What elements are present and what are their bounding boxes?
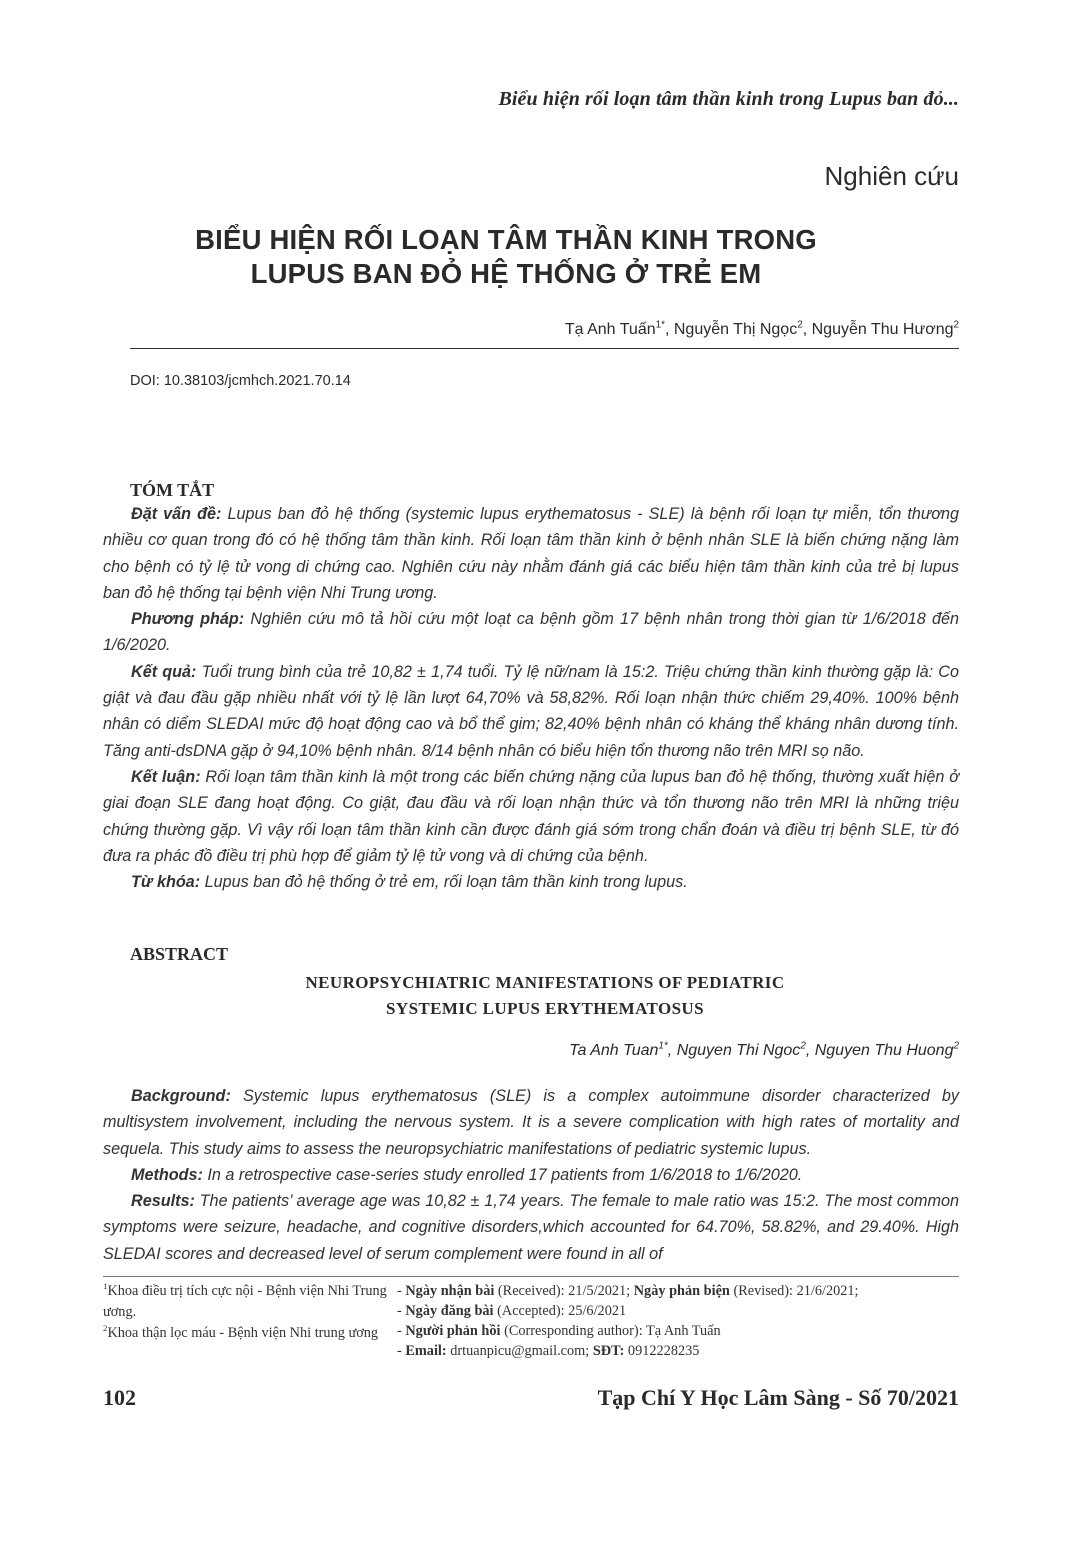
journal-name: Tạp Chí Y Học Lâm Sàng - Số 70/2021 <box>597 1385 959 1410</box>
footnote-line <box>397 1301 962 1321</box>
authors-english <box>569 1042 959 1060</box>
article-title <box>130 223 882 291</box>
author-affiliation-mark: 2 <box>953 1040 959 1052</box>
affiliation-text: Khoa thận lọc máu - Bệnh viện Nhi trung ương <box>107 1325 379 1341</box>
abstract-paragraph <box>103 869 959 895</box>
author-separator: , <box>664 321 674 338</box>
running-head: Biểu hiện rối loạn tâm thần kinh trong Lupus ban đỏ... <box>498 88 959 110</box>
author-affiliation-mark: 2 <box>800 1040 806 1052</box>
author-name: Nguyễn Thu Hương <box>811 321 954 338</box>
abstract-paragraph <box>103 1083 959 1162</box>
affiliation-item <box>103 1281 393 1323</box>
paragraph-text: Systemic lupus erythematosus (SLE) is a complex autoimmune disorder characterized by multisystem involvement, including the nervous system. It is a severe complication with high rates of mortality and sequela. This study aims to assess the neuropsychiatric manifestations of pediatric systemic lupus. <box>103 1087 959 1158</box>
section-label: Nghiên cứu <box>824 161 959 191</box>
title-line-2: LUPUS BAN ĐỎ HỆ THỐNG Ở TRẺ EM <box>250 258 762 289</box>
paragraph-label: Kết luận: <box>131 767 201 786</box>
affiliations-footnote <box>103 1281 393 1344</box>
paragraph-label: Background: <box>131 1087 231 1105</box>
footnote-line <box>397 1281 962 1301</box>
paragraph-text: Lupus ban đỏ hệ thống (systemic lupus erythematosus - SLE) là bệnh rối loạn tự miễn, tổn thương nhiều cơ quan trong đó có hệ thống tâm thần kinh. Rối loạn tâm thần kinh ở bệnh nhân SLE là biến chứng nặng làm cho bệnh có tỷ lệ tử vong di chứng cao. Nghiên cứu này nhằm đánh giá các biểu hiện tâm thần kinh của trẻ bị lupus ban đỏ hệ thống tại bệnh viện Nhi Trung ương. <box>103 505 959 602</box>
author-affiliation-mark: 1* <box>658 1040 668 1052</box>
author-name: Nguyen Thu Huong <box>814 1042 954 1059</box>
bullet-dash: - <box>397 1303 406 1319</box>
affiliation-text: Khoa điều trị tích cực nội - Bệnh viện Nhi Trung ương. <box>103 1283 387 1320</box>
bullet-dash: - <box>397 1343 406 1359</box>
phone-number: 0912228235 <box>624 1343 700 1359</box>
corresponding-label: Người phản hồi <box>405 1323 501 1339</box>
footnote-line <box>397 1321 962 1341</box>
abstract-paragraph <box>103 659 959 764</box>
abstract-paragraph <box>103 501 959 606</box>
abstract-vi-body <box>103 501 959 895</box>
author-affiliation-mark: 2 <box>797 319 803 331</box>
corresponding-author: (Corresponding author): Tạ Anh Tuấn <box>500 1323 721 1339</box>
revised-date: (Revised): 21/6/2021; <box>729 1283 859 1299</box>
paragraph-label: Phương pháp: <box>131 610 245 629</box>
accepted-date: (Accepted): 25/6/2021 <box>493 1303 627 1319</box>
revised-label: Ngày phản biện <box>633 1283 730 1299</box>
affiliation-mark: 2 <box>103 1323 108 1334</box>
author-name: Nguyễn Thị Ngọc <box>673 321 798 338</box>
author-affiliation-mark: 1* <box>655 319 665 331</box>
author-name: Tạ Anh Tuấn <box>564 321 656 338</box>
abstract-paragraph <box>103 606 959 659</box>
english-title-line-2: SYSTEMIC LUPUS ERYTHEMATOSUS <box>386 999 704 1018</box>
received-label: Ngày nhận bài <box>405 1283 495 1299</box>
paragraph-text: Rối loạn tâm thần kinh là một trong các biến chứng nặng của lupus ban đỏ hệ thống, thường xuất hiện ở giai đoạn SLE đang hoạt động. Co giật, đau đầu và rối loạn nhận thức và tổn thương não trên MRI là những triệu chứng thường gặp. Vì vậy rối loạn tâm thần kinh cần được đánh giá sớm trong chẩn đoán và điều trị bệnh SLE, từ đó đưa ra phác đồ điều trị phù hợp để giảm tỷ lệ tử vong và di chứng của bệnh. <box>103 767 960 865</box>
paragraph-text: Tuổi trung bình của trẻ 10,82 ± 1,74 tuổi. Tỷ lệ nữ/nam là 15:2. Triệu chứng thần kinh thường gặp là: Co giật và đau đầu gặp nhiều nhất với tỷ lệ lần lượt 64,70% và 58,82%. Rối loạn nhận thức chiếm 29,40%. 100% bệnh nhân có diểm SLEDAI mức độ hoạt động cao và bổ thể gim; 82,40% bệnh nhân có kháng thể kháng nhân dương tính. Tăng anti-dsDNA gặp ở 94,10% bệnh nhân. 8/14 bệnh nhân có biểu hiện tổn thương não trên MRI sọ não. <box>103 662 959 760</box>
received-date: (Received): 21/5/2021; <box>494 1283 634 1299</box>
phone-label: SĐT: <box>592 1343 625 1359</box>
author-affiliation-mark: 2 <box>953 319 959 331</box>
affiliation-item <box>103 1323 393 1344</box>
footnote-line <box>397 1341 962 1361</box>
author-name: Ta Anh Tuan <box>569 1042 659 1059</box>
paragraph-text: The patients’ average age was 10,82 ± 1,74 years. The female to male ratio was 15:2. The most common symptoms were seizure, headache, and cognitive disorders,which accounted for 64.70%, 58.82%, and 29.40%. High SLEDAI scores and decreased level of serum complement were found in all of <box>103 1192 959 1263</box>
paragraph-label: Methods: <box>131 1165 203 1184</box>
abstract-paragraph <box>103 1188 959 1267</box>
page-number: 102 <box>103 1385 136 1410</box>
paragraph-label: Results: <box>131 1192 195 1211</box>
abstract-paragraph <box>103 1162 959 1188</box>
paragraph-text: Nghiên cứu mô tả hồi cứu một loạt ca bệnh gồm 17 bệnh nhân trong thời gian từ 1/6/2018 đến 1/6/2020. <box>103 610 959 655</box>
footnote-divider <box>103 1276 959 1277</box>
authors-divider <box>130 348 959 349</box>
author-separator: , <box>805 1042 815 1059</box>
paragraph-text: In a retrospective case-series study enrolled 17 patients from 1/6/2018 to 1/6/2020. <box>202 1165 803 1184</box>
author-name: Nguyen Thi Ngoc <box>676 1042 801 1059</box>
paragraph-label: Đặt vấn đề: <box>131 505 222 523</box>
paragraph-label: Kết quả: <box>131 662 197 681</box>
english-title-line-1: NEUROPSYCHIATRIC MANIFESTATIONS OF PEDIATRIC <box>305 973 785 992</box>
author-separator: , <box>667 1042 677 1059</box>
english-title <box>130 970 960 1022</box>
affiliation-mark: 1 <box>103 1281 108 1292</box>
article-dates-footnote <box>397 1281 962 1361</box>
paragraph-text: Lupus ban đỏ hệ thống ở trẻ em, rối loạn tâm thần kinh trong lupus. <box>200 873 688 892</box>
abstract-vi-heading: TÓM TẮT <box>130 480 215 500</box>
abstract-en-body <box>103 1083 959 1267</box>
email-address: drtuanpicu@gmail.com; <box>446 1343 593 1359</box>
doi: DOI: 10.38103/jcmhch.2021.70.14 <box>130 373 351 389</box>
abstract-en-heading: ABSTRACT <box>130 944 229 964</box>
accepted-label: Ngày đăng bài <box>405 1303 494 1319</box>
authors-vietnamese <box>565 321 959 339</box>
author-separator: , <box>802 321 812 338</box>
email-label: Email: <box>405 1343 447 1359</box>
bullet-dash: - <box>397 1323 406 1339</box>
paragraph-label: Từ khóa: <box>131 873 201 892</box>
abstract-paragraph <box>103 764 959 869</box>
bullet-dash: - <box>397 1283 406 1299</box>
title-line-1: BIỂU HIỆN RỐI LOẠN TÂM THẦN KINH TRONG <box>195 224 817 255</box>
